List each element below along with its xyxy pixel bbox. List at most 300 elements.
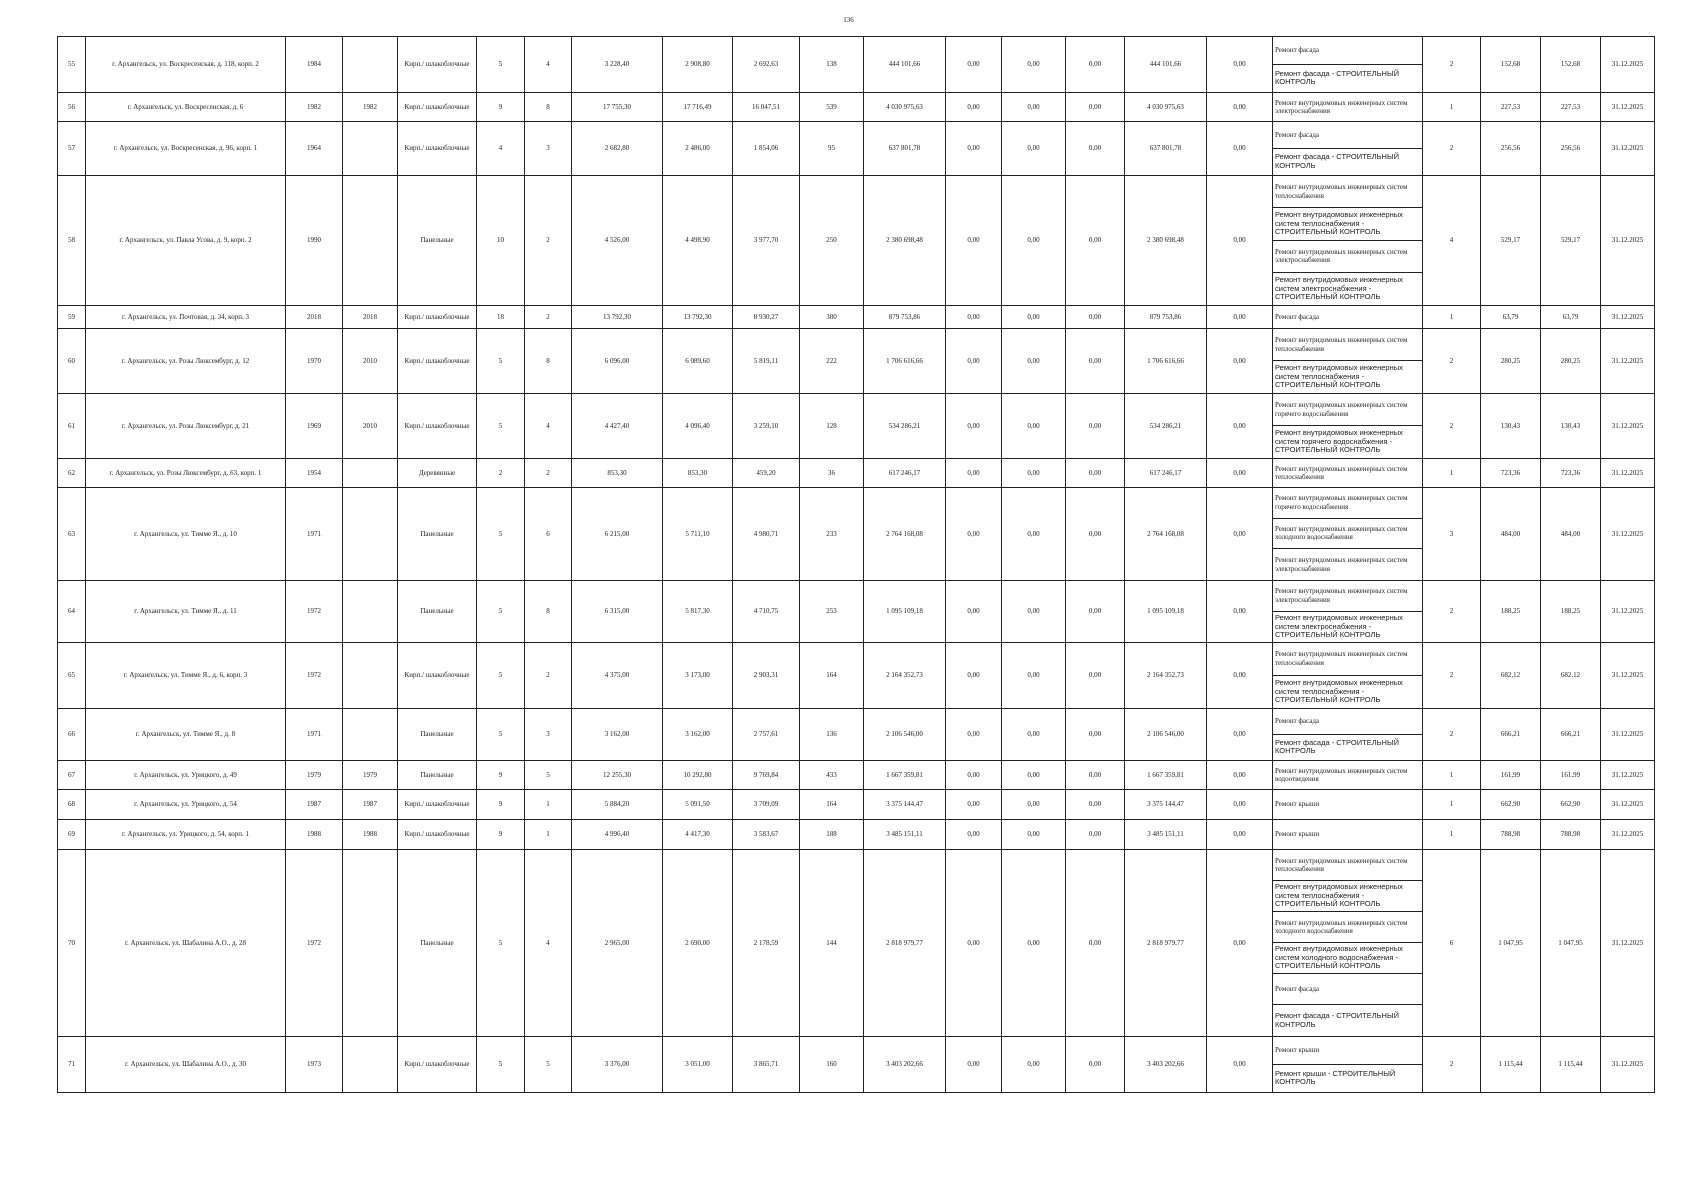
entrances-cell: 4 [525, 37, 572, 93]
fund-federal-cell: 0,00 [946, 850, 1002, 1037]
residential-area-cell: 2 692,63 [733, 37, 800, 93]
row-number: 56 [58, 93, 86, 122]
max-cost-cell: 1 047,95 [1541, 850, 1601, 1037]
work-item: Ремонт внутридомовых инженерных систем электроснабжения [1273, 581, 1422, 612]
fund-local-cell: 0,00 [1066, 709, 1125, 761]
wall-material-cell: Панельные [398, 761, 477, 790]
year-renovation-cell: 1988 [343, 820, 398, 850]
unit-cost-cell: 484,00 [1481, 488, 1541, 581]
residential-area-cell: 3 259,10 [733, 394, 800, 459]
entrances-cell: 8 [525, 581, 572, 643]
fund-regional-cell: 0,00 [1002, 394, 1066, 459]
fund-federal-cell: 0,00 [946, 643, 1002, 709]
premises-area-cell: 10 292,80 [663, 761, 733, 790]
residential-area-cell: 9 769,84 [733, 761, 800, 790]
premises-area-cell: 3 051,00 [663, 1037, 733, 1093]
premises-area-cell: 17 716,49 [663, 93, 733, 122]
total-cost-cell: 444 101,66 [864, 37, 946, 93]
deadline-cell: 31.12.2025 [1601, 790, 1655, 820]
unit-cost-cell: 227,53 [1481, 93, 1541, 122]
fund-local-cell: 0,00 [1066, 488, 1125, 581]
floors-cell: 2 [477, 459, 525, 488]
residents-cell: 164 [800, 790, 864, 820]
address-cell: г. Архангельск, ул. Тимме Я., д. 8 [86, 709, 286, 761]
total-area-cell: 4 996,40 [572, 820, 663, 850]
fund-other-cell: 0,00 [1207, 93, 1273, 122]
fund-owners-cell: 2 818 979,77 [1125, 850, 1207, 1037]
fund-owners-cell: 2 106 546,00 [1125, 709, 1207, 761]
table-row [58, 1037, 1655, 1093]
fund-local-cell: 0,00 [1066, 37, 1125, 93]
floors-cell: 5 [477, 37, 525, 93]
max-cost-cell: 723,36 [1541, 459, 1601, 488]
work-count-cell: 2 [1423, 329, 1481, 394]
premises-area-cell: 4 417,30 [663, 820, 733, 850]
total-cost-cell: 2 818 979,77 [864, 850, 946, 1037]
row-number: 61 [58, 394, 86, 459]
deadline-cell: 31.12.2025 [1601, 709, 1655, 761]
entrances-cell: 3 [525, 709, 572, 761]
total-cost-cell: 1 667 359,81 [864, 761, 946, 790]
fund-other-cell: 0,00 [1207, 394, 1273, 459]
year-built-cell: 1990 [286, 176, 343, 306]
total-cost-cell: 3 485 151,11 [864, 820, 946, 850]
work-item: Ремонт фасада [1273, 37, 1422, 65]
residential-area-cell: 3 977,70 [733, 176, 800, 306]
row-number: 57 [58, 122, 86, 176]
unit-cost-cell: 188,25 [1481, 581, 1541, 643]
work-count-cell: 4 [1423, 176, 1481, 306]
fund-owners-cell: 3 485 151,11 [1125, 820, 1207, 850]
deadline-cell: 31.12.2025 [1601, 1037, 1655, 1093]
residents-cell: 144 [800, 850, 864, 1037]
total-cost-cell: 637 801,78 [864, 122, 946, 176]
table-row [58, 329, 1655, 394]
fund-federal-cell: 0,00 [946, 93, 1002, 122]
fund-federal-cell: 0,00 [946, 329, 1002, 394]
year-built-cell: 1984 [286, 37, 343, 93]
address-cell: г. Архангельск, ул. Розы Люксембург, д. 21 [86, 394, 286, 459]
unit-cost-cell: 161,99 [1481, 761, 1541, 790]
works-cell [1273, 122, 1423, 176]
residents-cell: 188 [800, 820, 864, 850]
fund-other-cell: 0,00 [1207, 176, 1273, 306]
fund-regional-cell: 0,00 [1002, 306, 1066, 329]
fund-other-cell: 0,00 [1207, 643, 1273, 709]
year-built-cell: 1982 [286, 93, 343, 122]
work-item: Ремонт внутридомовых инженерных систем электроснабжения [1275, 98, 1408, 115]
premises-area-cell: 853,30 [663, 459, 733, 488]
year-renovation-cell: 2018 [343, 306, 398, 329]
deadline-cell: 31.12.2025 [1601, 761, 1655, 790]
work-count-cell: 2 [1423, 37, 1481, 93]
total-area-cell: 2 682,80 [572, 122, 663, 176]
year-renovation-cell [343, 176, 398, 306]
total-area-cell: 853,30 [572, 459, 663, 488]
table-row [58, 459, 1655, 488]
fund-local-cell: 0,00 [1066, 643, 1125, 709]
year-renovation-cell: 1982 [343, 93, 398, 122]
work-item: Ремонт внутридомовых инженерных систем теплоснабжения [1273, 176, 1422, 208]
fund-regional-cell: 0,00 [1002, 850, 1066, 1037]
max-cost-cell: 130,43 [1541, 394, 1601, 459]
fund-local-cell: 0,00 [1066, 790, 1125, 820]
work-item: Ремонт внутридомовых инженерных систем теплоснабжения - СТРОИТЕЛЬНЫЙ КОНТРОЛЬ [1273, 208, 1422, 240]
total-cost-cell: 1 706 616,66 [864, 329, 946, 394]
work-item: Ремонт крыши [1275, 830, 1320, 839]
premises-area-cell: 2 486,00 [663, 122, 733, 176]
total-cost-cell: 2 380 698,48 [864, 176, 946, 306]
fund-owners-cell: 444 101,66 [1125, 37, 1207, 93]
year-renovation-cell [343, 643, 398, 709]
residential-area-cell: 3 583,67 [733, 820, 800, 850]
address-cell: г. Архангельск, ул. Розы Люксембург, д. 12 [86, 329, 286, 394]
fund-other-cell: 0,00 [1207, 850, 1273, 1037]
work-item: Ремонт фасада [1273, 974, 1422, 1005]
deadline-cell: 31.12.2025 [1601, 394, 1655, 459]
fund-regional-cell: 0,00 [1002, 790, 1066, 820]
wall-material-cell: Панельные [398, 709, 477, 761]
fund-federal-cell: 0,00 [946, 176, 1002, 306]
work-count-cell: 1 [1423, 93, 1481, 122]
fund-other-cell: 0,00 [1207, 709, 1273, 761]
fund-local-cell: 0,00 [1066, 306, 1125, 329]
unit-cost-cell: 130,43 [1481, 394, 1541, 459]
residential-area-cell: 16 047,51 [733, 93, 800, 122]
works-cell [1273, 93, 1423, 122]
year-built-cell: 1972 [286, 581, 343, 643]
fund-regional-cell: 0,00 [1002, 643, 1066, 709]
year-renovation-cell [343, 488, 398, 581]
total-area-cell: 4 427,40 [572, 394, 663, 459]
works-cell [1273, 488, 1423, 581]
max-cost-cell: 152,68 [1541, 37, 1601, 93]
work-item: Ремонт внутридомовых инженерных систем холодного водоснабжения [1273, 912, 1422, 943]
work-count-cell: 1 [1423, 459, 1481, 488]
work-item: Ремонт внутридомовых инженерных систем теплоснабжения - СТРОИТЕЛЬНЫЙ КОНТРОЛЬ [1275, 363, 1403, 390]
fund-federal-cell: 0,00 [946, 488, 1002, 581]
residents-cell: 539 [800, 93, 864, 122]
fund-regional-cell: 0,00 [1002, 122, 1066, 176]
row-number: 65 [58, 643, 86, 709]
row-number: 64 [58, 581, 86, 643]
work-count-cell: 1 [1423, 820, 1481, 850]
fund-federal-cell: 0,00 [946, 122, 1002, 176]
total-area-cell: 3 228,40 [572, 37, 663, 93]
residential-area-cell: 8 930,27 [733, 306, 800, 329]
residential-area-cell: 4 980,71 [733, 488, 800, 581]
wall-material-cell: Кирп./ шлакоблочные [398, 37, 477, 93]
floors-cell: 5 [477, 581, 525, 643]
address-cell: г. Архангельск, ул. Розы Люксембург, д. 63, корп. 1 [86, 459, 286, 488]
fund-federal-cell: 0,00 [946, 1037, 1002, 1093]
wall-material-cell: Кирп./ шлакоблочные [398, 820, 477, 850]
residents-cell: 36 [800, 459, 864, 488]
fund-federal-cell: 0,00 [946, 820, 1002, 850]
fund-local-cell: 0,00 [1066, 122, 1125, 176]
unit-cost-cell: 666,21 [1481, 709, 1541, 761]
floors-cell: 5 [477, 394, 525, 459]
row-number: 69 [58, 820, 86, 850]
table-row [58, 93, 1655, 122]
total-area-cell: 4 375,00 [572, 643, 663, 709]
floors-cell: 9 [477, 790, 525, 820]
work-item: Ремонт внутридомовых инженерных систем холодного водоснабжения [1273, 519, 1422, 550]
wall-material-cell: Кирп./ шлакоблочные [398, 122, 477, 176]
fund-local-cell: 0,00 [1066, 850, 1125, 1037]
work-item: Ремонт внутридомовых инженерных систем электроснабжения - СТРОИТЕЛЬНЫЙ КОНТРОЛЬ [1275, 275, 1403, 302]
fund-other-cell: 0,00 [1207, 761, 1273, 790]
fund-regional-cell: 0,00 [1002, 488, 1066, 581]
table-row [58, 306, 1655, 329]
fund-federal-cell: 0,00 [946, 37, 1002, 93]
unit-cost-cell: 256,56 [1481, 122, 1541, 176]
row-number: 58 [58, 176, 86, 306]
year-renovation-cell: 2010 [343, 394, 398, 459]
floors-cell: 10 [477, 176, 525, 306]
works-cell [1273, 850, 1423, 1037]
residential-area-cell: 2 757,61 [733, 709, 800, 761]
total-cost-cell: 534 286,21 [864, 394, 946, 459]
residential-area-cell: 2 903,31 [733, 643, 800, 709]
deadline-cell: 31.12.2025 [1601, 93, 1655, 122]
work-item: Ремонт крыши - СТРОИТЕЛЬНЫЙ КОНТРОЛЬ [1275, 1068, 1396, 1087]
unit-cost-cell: 529,17 [1481, 176, 1541, 306]
page-number: 136 [843, 16, 854, 24]
max-cost-cell: 161,99 [1541, 761, 1601, 790]
year-renovation-cell [343, 1037, 398, 1093]
address-cell: г. Архангельск, ул. Шабалина А.О., д. 28 [86, 850, 286, 1037]
floors-cell: 5 [477, 1037, 525, 1093]
fund-local-cell: 0,00 [1066, 581, 1125, 643]
fund-regional-cell: 0,00 [1002, 820, 1066, 850]
fund-owners-cell: 2 764 168,08 [1125, 488, 1207, 581]
fund-other-cell: 0,00 [1207, 820, 1273, 850]
fund-owners-cell: 534 286,21 [1125, 394, 1207, 459]
year-renovation-cell [343, 581, 398, 643]
wall-material-cell: Деревянные [398, 459, 477, 488]
floors-cell: 5 [477, 488, 525, 581]
year-built-cell: 1954 [286, 459, 343, 488]
deadline-cell: 31.12.2025 [1601, 306, 1655, 329]
floors-cell: 9 [477, 820, 525, 850]
premises-area-cell: 4 096,40 [663, 394, 733, 459]
residential-area-cell: 3 709,09 [733, 790, 800, 820]
address-cell: г. Архангельск, ул. Урицкого, д. 54, корп. 1 [86, 820, 286, 850]
works-cell [1273, 761, 1423, 790]
row-number: 59 [58, 306, 86, 329]
works-cell [1273, 306, 1423, 329]
year-built-cell: 2018 [286, 306, 343, 329]
table-body [58, 37, 1655, 1093]
unit-cost-cell: 723,36 [1481, 459, 1541, 488]
address-cell: г. Архангельск, ул. Тимме Я., д. 6, корп. 3 [86, 643, 286, 709]
total-area-cell: 3 376,00 [572, 1037, 663, 1093]
table-row [58, 176, 1655, 306]
residents-cell: 380 [800, 306, 864, 329]
fund-owners-cell: 637 801,78 [1125, 122, 1207, 176]
fund-owners-cell: 879 753,86 [1125, 306, 1207, 329]
residential-area-cell: 3 865,71 [733, 1037, 800, 1093]
year-built-cell: 1971 [286, 709, 343, 761]
floors-cell: 5 [477, 709, 525, 761]
table-row [58, 122, 1655, 176]
total-area-cell: 3 162,00 [572, 709, 663, 761]
address-cell: г. Архангельск, ул. Тимме Я., д. 11 [86, 581, 286, 643]
work-item: Ремонт внутридомовых инженерных систем электроснабжения [1273, 241, 1422, 273]
table-row [58, 394, 1655, 459]
work-count-cell: 2 [1423, 709, 1481, 761]
work-item: Ремонт внутридомовых инженерных систем теплоснабжения - СТРОИТЕЛЬНЫЙ КОНТРОЛЬ [1275, 678, 1403, 704]
works-cell [1273, 37, 1423, 93]
fund-owners-cell: 617 246,17 [1125, 459, 1207, 488]
max-cost-cell: 188,25 [1541, 581, 1601, 643]
fund-federal-cell: 0,00 [946, 306, 1002, 329]
deadline-cell: 31.12.2025 [1601, 459, 1655, 488]
fund-local-cell: 0,00 [1066, 820, 1125, 850]
fund-other-cell: 0,00 [1207, 581, 1273, 643]
deadline-cell: 31.12.2025 [1601, 643, 1655, 709]
work-item: Ремонт фасада [1273, 709, 1422, 735]
address-cell: г. Архангельск, ул. Воскресенская, д. 6 [86, 93, 286, 122]
fund-other-cell: 0,00 [1207, 1037, 1273, 1093]
entrances-cell: 8 [525, 329, 572, 394]
year-built-cell: 1969 [286, 394, 343, 459]
works-cell [1273, 1037, 1423, 1093]
row-number: 68 [58, 790, 86, 820]
deadline-cell: 31.12.2025 [1601, 329, 1655, 394]
fund-local-cell: 0,00 [1066, 329, 1125, 394]
year-built-cell: 1972 [286, 850, 343, 1037]
year-built-cell: 1971 [286, 488, 343, 581]
premises-area-cell: 13 792,30 [663, 306, 733, 329]
table-row [58, 643, 1655, 709]
works-cell [1273, 709, 1423, 761]
work-item: Ремонт внутридомовых инженерных систем горячего водоснабжения - СТРОИТЕЛЬНЫЙ КОНТРОЛЬ [1275, 428, 1403, 455]
work-item: Ремонт внутридомовых инженерных систем теплоснабжения [1273, 850, 1422, 881]
residents-cell: 433 [800, 761, 864, 790]
work-count-cell: 6 [1423, 850, 1481, 1037]
wall-material-cell: Кирп./ шлакоблочные [398, 93, 477, 122]
work-count-cell: 1 [1423, 761, 1481, 790]
floors-cell: 5 [477, 329, 525, 394]
total-cost-cell: 879 753,86 [864, 306, 946, 329]
repair-program-table [57, 36, 1655, 1093]
entrances-cell: 2 [525, 176, 572, 306]
address-cell: г. Архангельск, ул. Урицкого, д. 54 [86, 790, 286, 820]
max-cost-cell: 666,21 [1541, 709, 1601, 761]
year-built-cell: 1973 [286, 1037, 343, 1093]
row-number: 63 [58, 488, 86, 581]
wall-material-cell: Кирп./ шлакоблочные [398, 790, 477, 820]
work-count-cell: 3 [1423, 488, 1481, 581]
work-item: Ремонт крыши [1273, 1037, 1422, 1065]
premises-area-cell: 3 173,00 [663, 643, 733, 709]
deadline-cell: 31.12.2025 [1601, 176, 1655, 306]
fund-federal-cell: 0,00 [946, 709, 1002, 761]
total-cost-cell: 4 030 975,63 [864, 93, 946, 122]
fund-federal-cell: 0,00 [946, 761, 1002, 790]
entrances-cell: 2 [525, 306, 572, 329]
fund-regional-cell: 0,00 [1002, 459, 1066, 488]
wall-material-cell: Панельные [398, 850, 477, 1037]
max-cost-cell: 280,25 [1541, 329, 1601, 394]
premises-area-cell: 2 908,80 [663, 37, 733, 93]
work-item: Ремонт фасада - СТРОИТЕЛЬНЫЙ КОНТРОЛЬ [1275, 68, 1399, 87]
total-area-cell: 6 096,00 [572, 329, 663, 394]
row-number: 60 [58, 329, 86, 394]
total-area-cell: 5 884,20 [572, 790, 663, 820]
row-number: 62 [58, 459, 86, 488]
table-row [58, 850, 1655, 1037]
fund-local-cell: 0,00 [1066, 761, 1125, 790]
work-item: Ремонт фасада - СТРОИТЕЛЬНЫЙ КОНТРОЛЬ [1275, 737, 1399, 756]
wall-material-cell: Кирп./ шлакоблочные [398, 329, 477, 394]
year-renovation-cell: 1979 [343, 761, 398, 790]
fund-federal-cell: 0,00 [946, 459, 1002, 488]
year-built-cell: 1964 [286, 122, 343, 176]
total-cost-cell: 617 246,17 [864, 459, 946, 488]
address-cell: г. Архангельск, ул. Тимме Я., д. 10 [86, 488, 286, 581]
fund-other-cell: 0,00 [1207, 488, 1273, 581]
residential-area-cell: 1 854,06 [733, 122, 800, 176]
fund-federal-cell: 0,00 [946, 581, 1002, 643]
row-number: 66 [58, 709, 86, 761]
fund-owners-cell: 1 706 616,66 [1125, 329, 1207, 394]
fund-regional-cell: 0,00 [1002, 709, 1066, 761]
fund-other-cell: 0,00 [1207, 306, 1273, 329]
max-cost-cell: 682,12 [1541, 643, 1601, 709]
works-cell [1273, 581, 1423, 643]
residential-area-cell: 2 178,59 [733, 850, 800, 1037]
unit-cost-cell: 280,25 [1481, 329, 1541, 394]
residents-cell: 253 [800, 581, 864, 643]
table-row [58, 761, 1655, 790]
max-cost-cell: 529,17 [1541, 176, 1601, 306]
works-cell [1273, 643, 1423, 709]
residents-cell: 136 [800, 709, 864, 761]
max-cost-cell: 484,00 [1541, 488, 1601, 581]
fund-other-cell: 0,00 [1207, 790, 1273, 820]
fund-other-cell: 0,00 [1207, 37, 1273, 93]
fund-local-cell: 0,00 [1066, 176, 1125, 306]
year-built-cell: 1979 [286, 761, 343, 790]
wall-material-cell: Кирп./ шлакоблочные [398, 1037, 477, 1093]
fund-owners-cell: 4 030 975,63 [1125, 93, 1207, 122]
table-row [58, 790, 1655, 820]
unit-cost-cell: 788,98 [1481, 820, 1541, 850]
works-cell [1273, 459, 1423, 488]
fund-owners-cell: 1 667 359,81 [1125, 761, 1207, 790]
wall-material-cell: Панельные [398, 581, 477, 643]
floors-cell: 9 [477, 761, 525, 790]
fund-owners-cell: 2 164 352,73 [1125, 643, 1207, 709]
work-count-cell: 2 [1423, 581, 1481, 643]
residents-cell: 222 [800, 329, 864, 394]
premises-area-cell: 5 817,30 [663, 581, 733, 643]
fund-regional-cell: 0,00 [1002, 176, 1066, 306]
fund-regional-cell: 0,00 [1002, 1037, 1066, 1093]
year-renovation-cell [343, 459, 398, 488]
max-cost-cell: 227,53 [1541, 93, 1601, 122]
work-item: Ремонт внутридомовых инженерных систем теплоснабжения - СТРОИТЕЛЬНЫЙ КОНТРОЛЬ [1273, 881, 1422, 912]
unit-cost-cell: 662,90 [1481, 790, 1541, 820]
residential-area-cell: 459,20 [733, 459, 800, 488]
premises-area-cell: 5 091,50 [663, 790, 733, 820]
residents-cell: 138 [800, 37, 864, 93]
deadline-cell: 31.12.2025 [1601, 581, 1655, 643]
work-item: Ремонт внутридомовых инженерных систем горячего водоснабжения [1273, 488, 1422, 519]
